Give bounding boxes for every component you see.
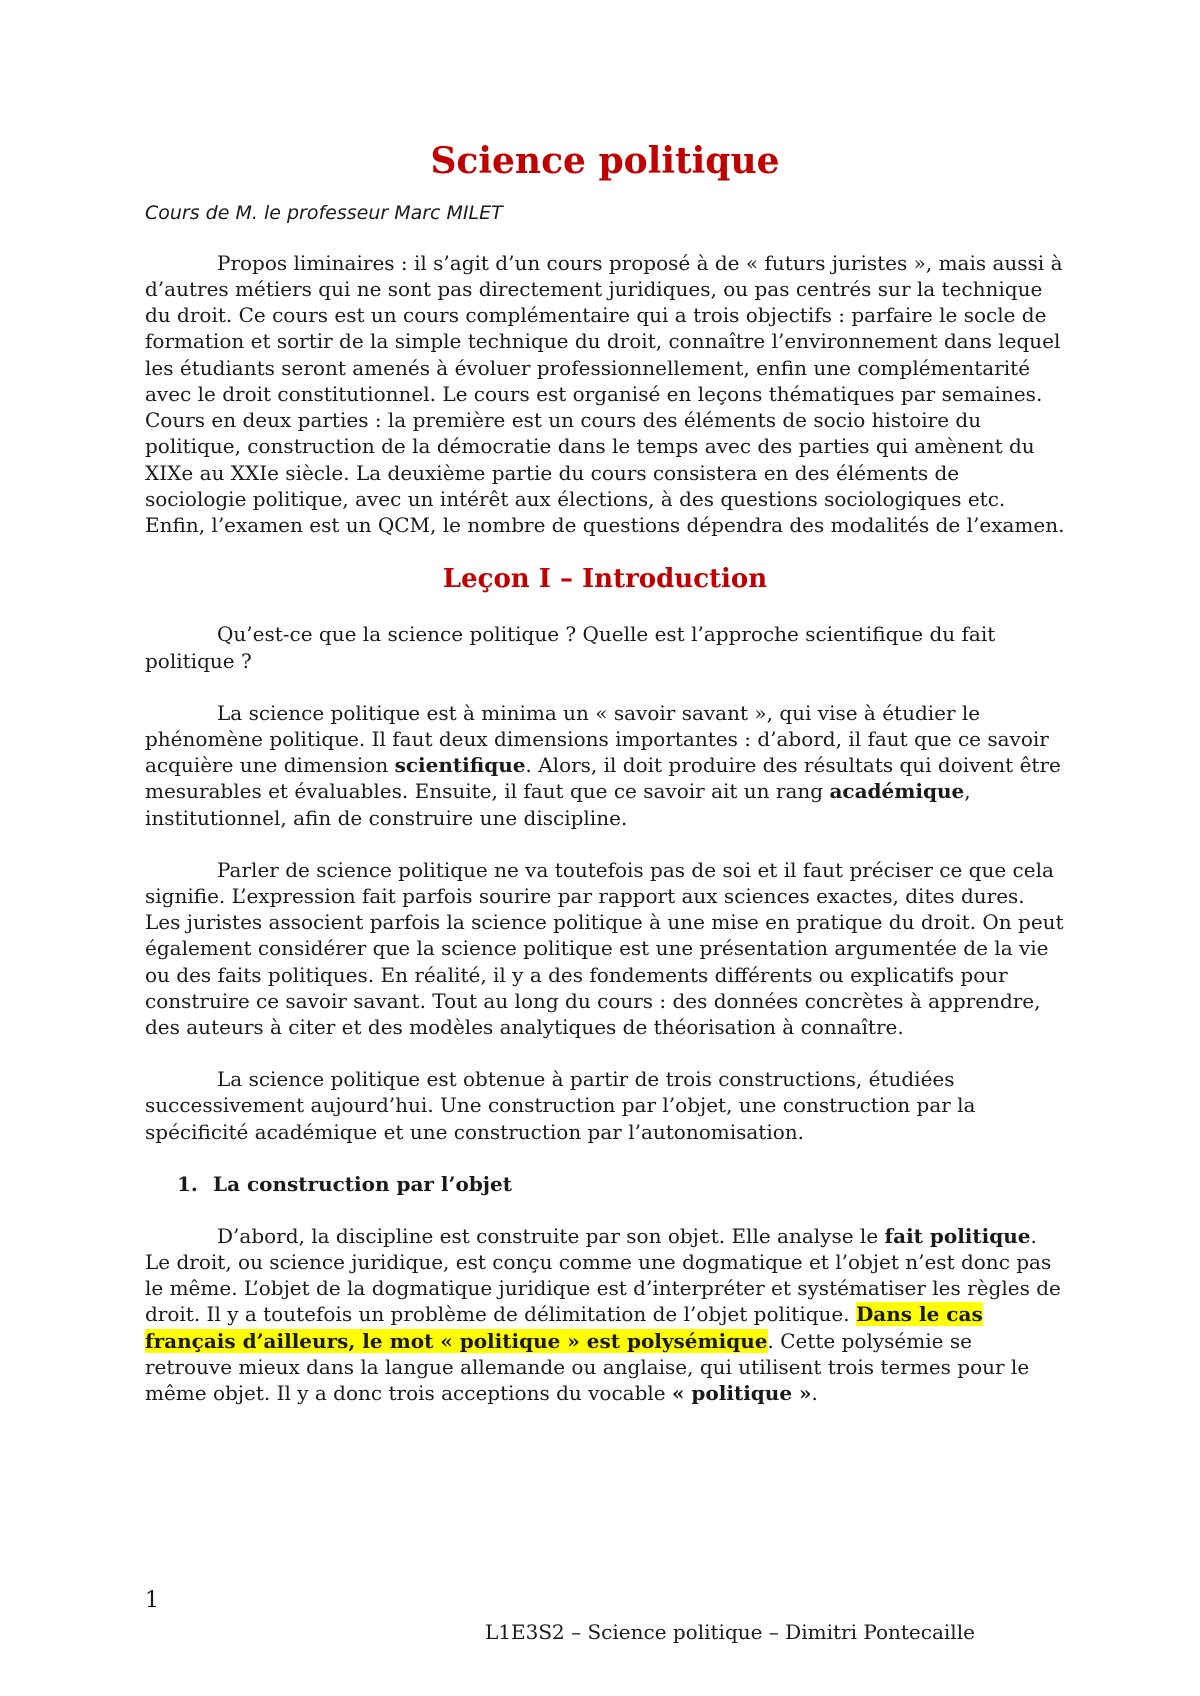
context-paragraph: Parler de science politique ne va toutefois pas de soi et il faut préciser ce que cela signifie. L’expression fait parfois sourire par rapport aux sciences exactes, dites dures. Les juristes associent parfois la science politique à une mise en pratique du droit. On peut également considérer que la science politique est une présentation argumentée de la vie ou des faits politiques. En réalité, il y a des fondements différents ou explicatifs pour construire ce savoir savant. Tout au long du cours : des données concrètes à apprendre, des auteurs à citer et des modèles analytiques de théorisation à connaître. [145, 857, 1064, 1039]
intro-paragraph: Propos liminaires : il s’agit d’un cours proposé à de « futurs juristes », mais aussi à d’autres métiers qui ne sont pas directement juridiques, ou pas centrés sur la technique du droit. Ce cours est un cours complémentaire qui a trois objectifs : parfaire le socle de formation et sortir de la simple technique du droit, connaître l’environnement dans lequel les étudiants seront amenés à évoluer professionnellement, enfin une complémentarité avec le droit constitutionnel. Le cours est organisé en leçons thématiques par semaines. Cours en deux parties : la première est un cours des éléments de socio histoire du politique, construction de la démocratie dans le temps avec des parties qui amènent du XIXe au XXIe siècle. La deuxième partie du cours consistera en des éléments de sociologie politique, avec un intérêt aux élections, à des questions sociologiques etc. Enfin, l’examen est un QCM, le nombre de questions dépendra des modalités de l’examen. [145, 250, 1065, 537]
definition-paragraph [145, 700, 1065, 831]
page-number: 1 [145, 1588, 159, 1613]
text-run: . Le droit, ou science juridique, est conçu comme une dogmatique et l’objet n’est donc pas le même. L’objet de la dogmatique juridique est d’interpréter et systématiser les règles de droit. Il y a toutefois un problème de délimitation de l’objet politique. [145, 1223, 1061, 1327]
bold-term-politique: « politique » [671, 1380, 812, 1405]
course-subtitle: Cours de M. le professeur Marc MILET [145, 202, 503, 225]
text-run: . Cette polysémie se retrouve mieux dans la langue allemande ou anglaise, qui utilisent trois termes pour le même objet. Il y a donc trois acceptions du vocable [145, 1328, 1030, 1405]
section-title: La construction par l’objet [213, 1171, 513, 1196]
section-heading [145, 1171, 1065, 1197]
section-number: 1. [177, 1171, 198, 1196]
bold-term-academique: académique [829, 779, 965, 804]
text-run: La science politique est à minima un « savoir savant », qui vise à étudier le phénomène politique. Il faut deux dimensions importantes : d’abord, il faut que ce savoir acquière une dimension [145, 700, 1049, 778]
object-paragraph [145, 1223, 1065, 1406]
highlighted-text: Dans le cas français d’ailleurs, le mot « politique » est polysémique [145, 1302, 983, 1353]
text-run: D’abord, la discipline est construite par son objet. Elle analyse le [217, 1223, 885, 1248]
text-run: . Alors, il doit produire des résultats qui doivent être mesurables et évaluables. Ensuite, il faut que ce savoir ait un rang [145, 753, 1061, 804]
document-page [145, 140, 1065, 1432]
document-title: Science politique [430, 140, 780, 182]
lesson-title: Leçon I – Introduction [442, 564, 768, 595]
bold-term-fait-politique: fait politique [884, 1223, 1031, 1248]
bold-term-scientifique: scientifique [394, 753, 526, 778]
text-run: . [811, 1380, 818, 1405]
text-run: , institutionnel, afin de construire une discipline. [145, 779, 971, 830]
page-footer: L1E3S2 – Science politique – Dimitri Pontecaille [485, 1620, 975, 1644]
question-paragraph: Qu’est-ce que la science politique ? Quelle est l’approche scientifique du fait politique ? [145, 622, 996, 673]
constructions-paragraph: La science politique est obtenue à partir de trois constructions, étudiées successivement aujourd’hui. Une construction par l’objet, une construction par la spécificité académique et une construction par l’autonomisation. [145, 1067, 976, 1144]
